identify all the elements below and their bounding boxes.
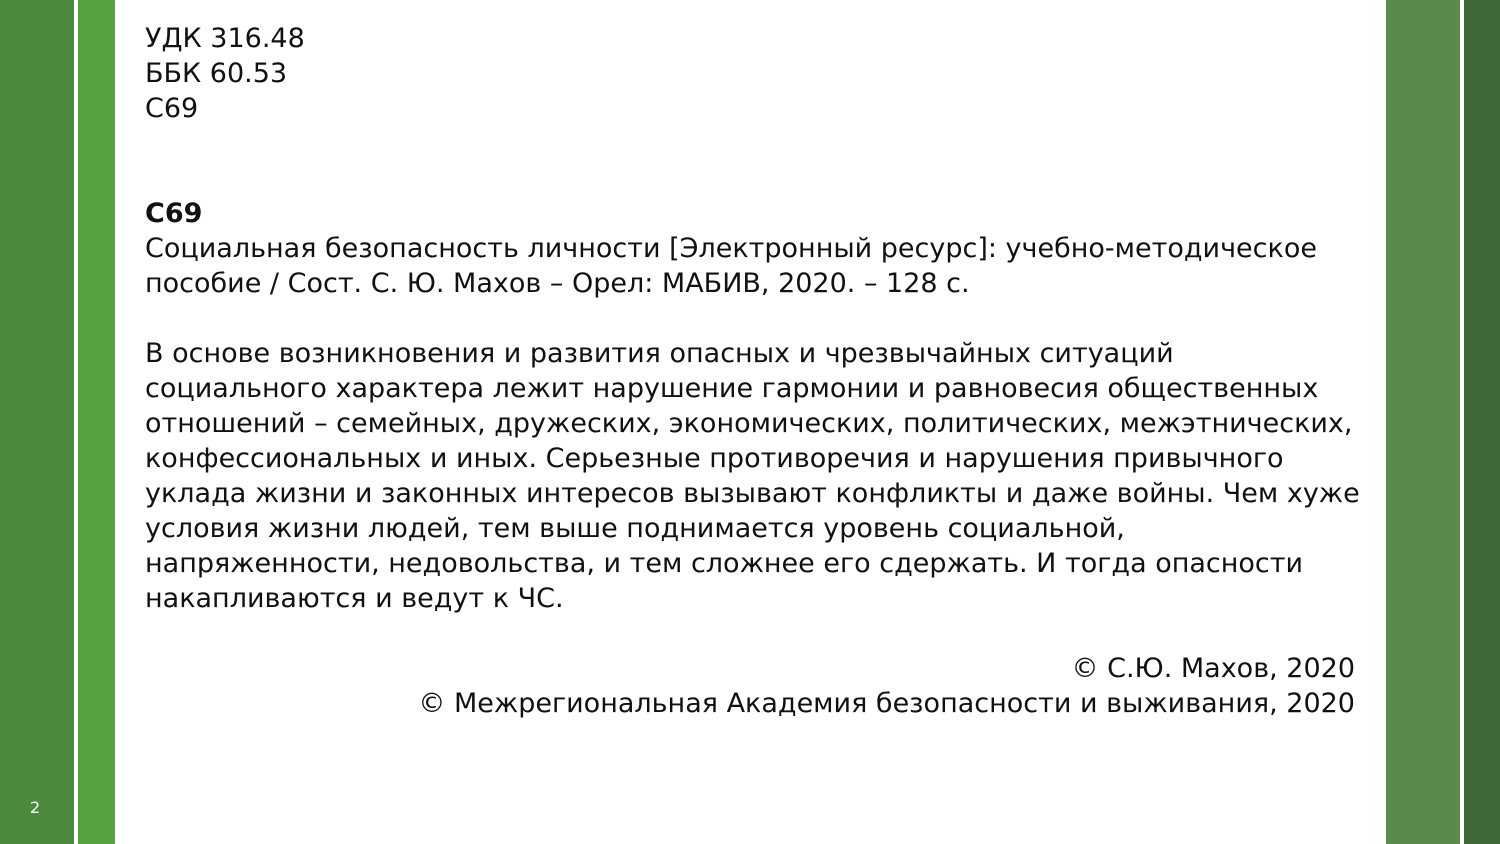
right-outer-green-band — [1464, 0, 1500, 844]
copyright-author: © С.Ю. Махов, 2020 — [1071, 653, 1355, 684]
left-outer-green-band — [0, 0, 74, 844]
author-mark: С69 — [145, 93, 199, 124]
bibliographic-citation: Социальная безопасность личности [Электронный ресурс]: учебно-методическое пособие / Сост. С. Ю. Махов – Орел: МАБИВ, 2020. – 128 с. — [145, 233, 1317, 299]
bbk-code: ББК 60.53 — [145, 58, 288, 89]
content — [145, 21, 1360, 721]
entry-code: С69 — [145, 198, 203, 229]
copyright-block — [145, 651, 1355, 721]
copyright-academy: © Межрегиональная Академия безопасности и выживания, 2020 — [418, 688, 1355, 719]
classification-codes — [145, 21, 1360, 126]
abstract-paragraph: В основе возникновения и развития опасных и чрезвычайных ситуаций социального характера лежит нарушение гармонии и равновесия общественных отношений – семейных, дружеских, экономических, политических, межэтнических, конфессиональных и иных. Серьезные противоречия и нарушения привычного уклада жизни и законных интересов вызывают конфликты и даже войны. Чем хуже условия жизни людей, тем выше поднимается уровень социальной, напряженности, недовольства, и тем сложнее его сдержать. И тогда опасности накапливаются и ведут к ЧС. — [145, 338, 1360, 614]
udk-code: УДК 316.48 — [145, 23, 305, 54]
left-inner-green-band — [78, 0, 115, 844]
right-inner-green-band — [1386, 0, 1460, 844]
page-number: 2 — [30, 798, 41, 817]
